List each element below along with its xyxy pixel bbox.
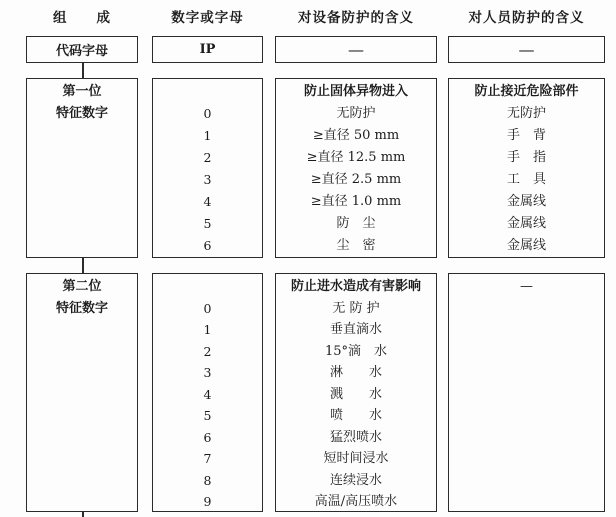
digit-cell: 3 — [203, 365, 212, 380]
persons-cell: 工 具 — [506, 172, 546, 187]
equipment-cell: 喷 水 — [329, 408, 382, 423]
digit-cell: 4 — [203, 194, 212, 209]
equipment-cell: 猛烈喷水 — [329, 429, 382, 445]
second-numeral-label-line1: 第二位 — [62, 279, 102, 294]
first-numeral-label-box — [26, 78, 138, 258]
persons-cell: — — [520, 279, 533, 294]
first-numeral-equipment-box — [275, 78, 437, 258]
equipment-cell: 无防护 — [336, 106, 376, 121]
digit-cell: 9 — [203, 494, 212, 509]
column-header-numeral-or-letter: 数字或字母 — [171, 10, 244, 26]
equipment-title: 防止固体异物进入 — [303, 84, 408, 99]
digit-cell: 1 — [203, 128, 212, 143]
equipment-cell: 溅 水 — [329, 386, 382, 402]
equipment-cell: 无 防 护 — [332, 300, 380, 316]
column-header-equipment-meaning: 对设备防护的含义 — [298, 10, 414, 26]
equipment-cell: 防 尘 — [336, 216, 376, 231]
equipment-cell: 15°滴 水 — [324, 343, 388, 359]
digit-cell: 0 — [203, 300, 212, 316]
second-numeral-equipment-box — [275, 273, 437, 512]
equipment-title: 防止进水造成有害影响 — [290, 279, 421, 294]
connector-line-top — [82, 63, 84, 78]
digit-cell: 3 — [203, 172, 212, 187]
column-header-composition: 组 成 — [53, 10, 111, 26]
digit-cell: 1 — [203, 322, 212, 337]
equipment-cell: 连续浸水 — [329, 472, 382, 488]
digit-cell: 7 — [203, 451, 212, 466]
equipment-cell: ≥直径 2.5 mm — [310, 172, 402, 187]
digit-cell: 8 — [203, 472, 212, 488]
first-numeral-label-line2: 特征数字 — [55, 106, 108, 121]
persons-cell: 手 指 — [506, 150, 546, 165]
persons-title: 防止接近危险部件 — [474, 84, 579, 99]
first-numeral-label-line1: 第一位 — [62, 84, 102, 99]
equipment-cell: 高温/高压喷水 — [314, 494, 398, 509]
persons-cell: 金属线 — [506, 216, 546, 231]
second-numeral-label-line2: 特征数字 — [55, 300, 108, 316]
equipment-cell: ≥直径 1.0 mm — [310, 194, 402, 209]
second-numeral-digits-box — [152, 273, 263, 512]
connector-line-middle — [82, 258, 84, 273]
equipment-cell: 垂直滴水 — [329, 322, 382, 337]
code-letters-value-box: IP — [152, 36, 263, 63]
persons-cell: 手 背 — [506, 128, 546, 143]
digit-cell: 6 — [203, 238, 212, 253]
second-numeral-label-box — [26, 273, 138, 512]
equipment-cell: ≥直径 12.5 mm — [306, 150, 406, 165]
digit-cell: 6 — [203, 429, 212, 445]
code-letters-equipment-box: — — [275, 36, 437, 63]
code-letters-persons-box: — — [448, 36, 605, 63]
first-numeral-digits-box — [152, 78, 263, 258]
persons-cell: 金属线 — [506, 194, 546, 209]
digit-cell: 0 — [203, 106, 212, 121]
column-header-persons-meaning: 对人员防护的含义 — [468, 10, 585, 26]
digit-cell: 5 — [203, 408, 212, 423]
digit-cell: 4 — [203, 386, 212, 402]
persons-cell: 无防护 — [506, 106, 546, 121]
digit-cell: 2 — [203, 150, 212, 165]
equipment-cell: 尘 密 — [336, 238, 376, 253]
spacer — [153, 81, 262, 103]
second-numeral-persons-box — [448, 273, 605, 512]
digit-cell: 2 — [203, 343, 212, 359]
spacer — [153, 276, 262, 298]
persons-cell: 金属线 — [506, 238, 546, 253]
equipment-cell: 短时间浸水 — [323, 451, 389, 466]
code-letters-label-box: 代码字母 — [26, 36, 138, 63]
digit-cell: 5 — [203, 216, 212, 231]
equipment-cell: ≥直径 50 mm — [312, 128, 400, 143]
equipment-cell: 淋 水 — [329, 365, 382, 380]
first-numeral-persons-box — [448, 78, 605, 258]
